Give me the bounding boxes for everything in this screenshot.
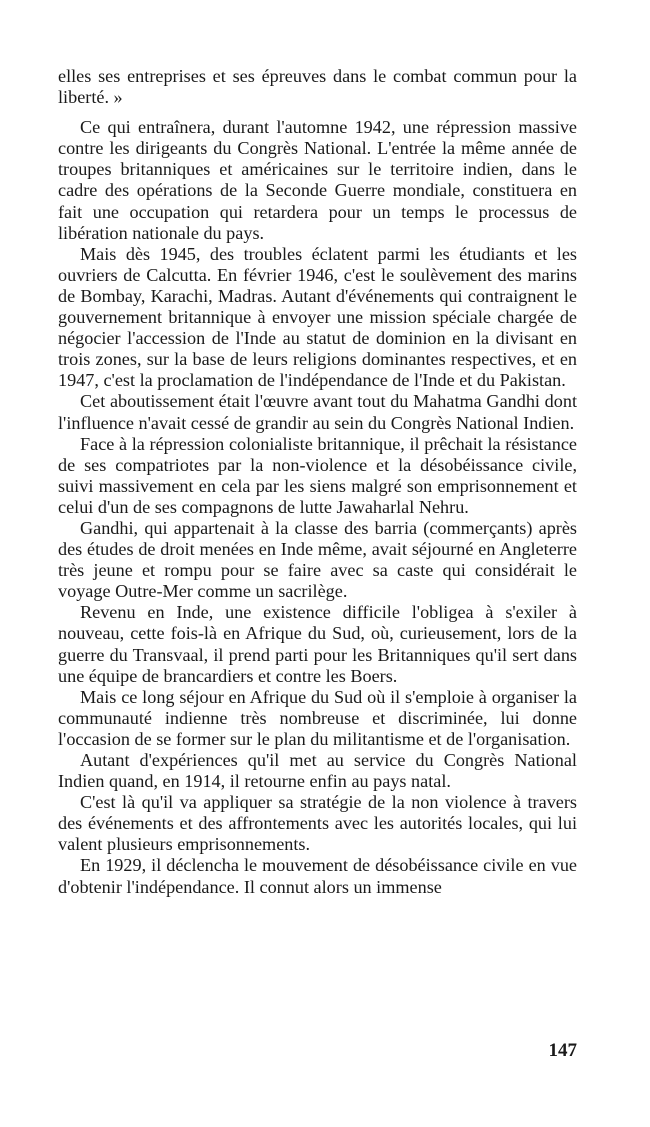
paragraph: Revenu en Inde, une existence difficile l'obligea à s'exiler à nouveau, cette fois-là en Afrique du Sud, où, curieusement, lors de la guerre du Transvaal, il prend parti pour les Britanniques qu'il sert dans une équipe de brancardiers et contre les Boers. — [58, 602, 577, 686]
page-number: 147 — [548, 1040, 577, 1061]
paragraph: Mais dès 1945, des troubles éclatent parmi les étudiants et les ouvriers de Calcutta. En février 1946, c'est le soulèvement des marins de Bombay, Karachi, Madras. Autant d'événements qui contraignent le gouvernement britannique à envoyer une mission spéciale chargée de négocier l'accession de l'Inde au statut de dominion en la divisant en trois zones, sur la base de leurs religions dominantes respectives, et en 1947, c'est la proclamation de l'indépendance de l'Inde et du Pakistan. — [58, 243, 577, 391]
paragraph: En 1929, il déclencha le mouvement de désobéissance civile en vue d'obtenir l'indépendance. Il connut alors un immense — [58, 855, 577, 897]
paragraph: Mais ce long séjour en Afrique du Sud où il s'emploie à organiser la communauté indienne très nombreuse et discriminée, lui donne l'occasion de se former sur le plan du militantisme et de l'organisation. — [58, 686, 577, 749]
paragraph: Face à la répression colonialiste britannique, il prêchait la résistance de ses compatriotes par la non-violence et la désobéissance civile, suivi massivement en cela par les siens malgré son emprisonnement et celui d'un de ses compagnons de lutte Jawaharlal Nehru. — [58, 433, 577, 517]
paragraph: Autant d'expériences qu'il met au service du Congrès National Indien quand, en 1914, il retourne enfin au pays natal. — [58, 750, 577, 792]
body-text — [58, 66, 577, 898]
paragraph: C'est là qu'il va appliquer sa stratégie de la non violence à travers des événements et des affrontements avec les autorités locales, qui lui valent plusieurs emprisonnements. — [58, 792, 577, 855]
paragraph: Ce qui entraînera, durant l'automne 1942, une répression massive contre les dirigeants du Congrès National. L'entrée la même année de troupes britanniques et américaines sur le territoire indien, dans le cadre des opérations de la Seconde Guerre mondiale, constituera en fait une occupation qui retardera pour un temps le processus de libération nationale du pays. — [58, 117, 577, 243]
paragraph: Cet aboutissement était l'œuvre avant tout du Mahatma Gandhi dont l'influence n'avait cessé de grandir au sein du Congrès National Indien. — [58, 391, 577, 433]
paragraph: elles ses entreprises et ses épreuves dans le combat commun pour la liberté. » — [58, 66, 577, 108]
paragraph: Gandhi, qui appartenait à la classe des barria (commerçants) après des études de droit menées en Inde même, avait séjourné en Angleterre très jeune et rompu pour se faire avec sa caste qui considérait le voyage Outre-Mer comme un sacrilège. — [58, 517, 577, 602]
